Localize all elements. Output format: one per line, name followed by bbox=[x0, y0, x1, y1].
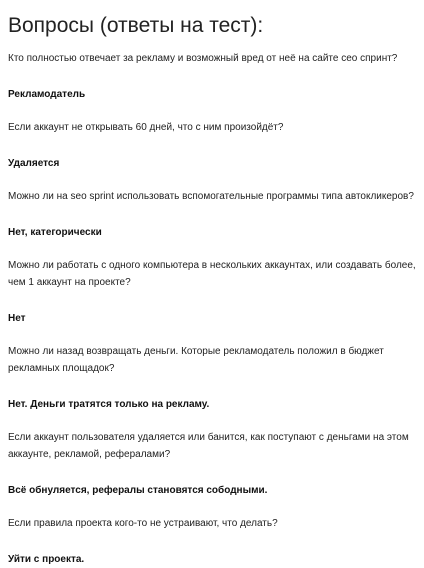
answer-1: Рекламодатель bbox=[8, 89, 86, 100]
spacer bbox=[8, 67, 418, 86]
question-4: Можно ли работать с одного компьютера в нескольких аккаунтах, или создавать более, чем 1 аккаунт на проекте? bbox=[8, 260, 416, 288]
answer-7: Уйти с проекта. bbox=[8, 554, 85, 565]
question-7: Если правила проекта кого-то не устраивают, что делать? bbox=[8, 518, 278, 529]
question-1: Кто полностью отвечает за рекламу и возможный вред от неё на сайте сео спринт? bbox=[8, 53, 398, 64]
page-title: Вопросы (ответы на тест): bbox=[8, 14, 264, 37]
answer-4: Нет bbox=[8, 313, 26, 324]
spacer bbox=[8, 532, 418, 551]
answer-5: Нет. Деньги тратятся только на рекламу. bbox=[8, 399, 210, 410]
spacer bbox=[8, 463, 418, 482]
question-3: Можно ли на seo sprint использовать вспомогательные программы типа автокликеров? bbox=[8, 191, 414, 202]
answer-3: Нет, категорически bbox=[8, 227, 102, 238]
spacer bbox=[8, 499, 418, 515]
spacer bbox=[8, 327, 418, 343]
spacer bbox=[8, 291, 418, 310]
question-5: Можно ли назад возвращать деньги. Которые рекламодатель положил в бюджет рекламных площадок? bbox=[8, 346, 384, 374]
qa-list bbox=[8, 50, 418, 568]
spacer bbox=[8, 377, 418, 396]
spacer bbox=[8, 172, 418, 188]
question-2: Если аккаунт не открывать 60 дней, что с ним произойдёт? bbox=[8, 122, 284, 133]
spacer bbox=[8, 136, 418, 155]
spacer bbox=[8, 413, 418, 429]
spacer bbox=[8, 205, 418, 224]
question-6: Если аккаунт пользователя удаляется или банится, как поступают с деньгами на этом аккаунте, рекламой, рефералами? bbox=[8, 432, 409, 460]
answer-6: Всё обнуляется, рефералы становятся сободными. bbox=[8, 485, 268, 496]
spacer bbox=[8, 103, 418, 119]
answer-2: Удаляется bbox=[8, 158, 60, 169]
spacer bbox=[8, 241, 418, 257]
